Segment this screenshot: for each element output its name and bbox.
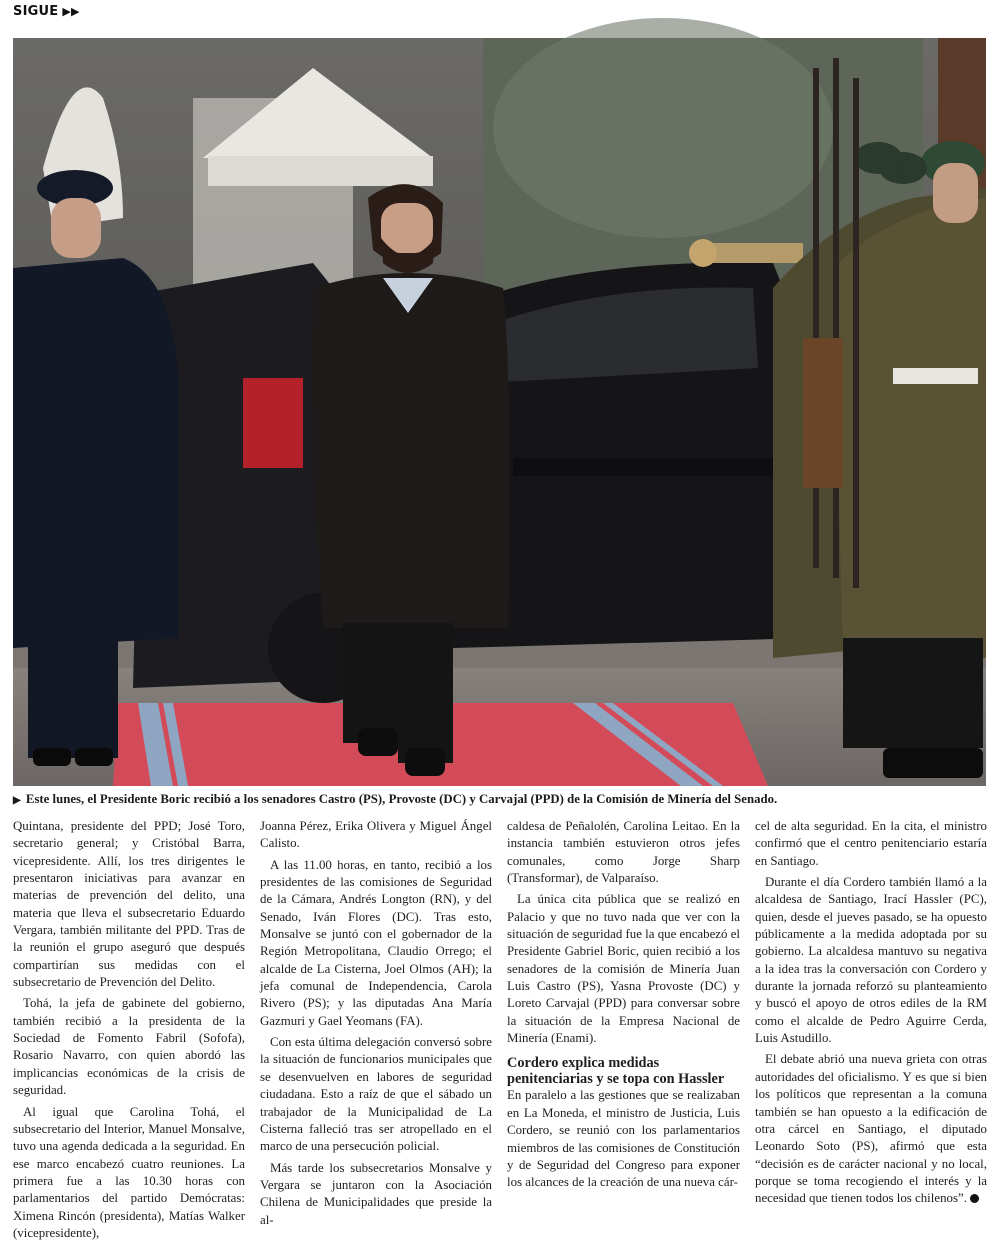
paragraph: Joanna Pérez, Erika Olivera y Miguel Ángel Calisto.	[260, 818, 492, 853]
article-column-1	[13, 818, 245, 1196]
paragraph: En paralelo a las gestiones que se realizaban en La Moneda, el ministro de Justicia, Luis Cordero, se reunió con los parlamentarios miembros de las comisiones de Constitución y de Seguridad del Congreso para exponer los alcances de la creación de una nueva cár-	[507, 1087, 740, 1191]
paragraph: Al igual que Carolina Tohá, el subsecretario del Interior, Manuel Monsalve, tuvo una agenda dedicada a la seguridad. En ese marco encabezó cuatro reuniones. La primera fue a las 10.30 horas con parlamentarios del partido Demócratas: Ximena Rincón (presidenta), Matías Walker (vicepresidente),	[13, 1104, 245, 1242]
caption-marker-icon: ▶	[13, 795, 21, 806]
section-subheading: Cordero explica medidas penitenciarias y se topa con Hassler	[507, 1055, 740, 1087]
paragraph: Más tarde los subsecretarios Monsalve y Vergara se juntaron con la Asociación Chilena de Municipalidades que preside la al-	[260, 1160, 492, 1229]
news-photo	[13, 38, 986, 786]
end-of-article-icon	[970, 1194, 979, 1203]
paragraph: cel de alta seguridad. En la cita, el ministro confirmó que el centro penitenciario estaría en Santiago.	[755, 818, 987, 870]
paragraph-text: El debate abrió una nueva grieta con otras autoridades del oficialismo. Y es que si bien los políticos que representan a la comuna también se han opuesto a la edificación de otra cárcel en Santiago, el diputado Leonardo Soto (PS), afirmó que esta “decisión es de carácter nacional y no local, porque se toma recogiendo el interés y la necesidad que tienen todos los chilenos”.	[755, 1052, 987, 1205]
caption-text: Este lunes, el Presidente Boric recibió a los senadores Castro (PS), Provoste (DC) y Carvajal (PPD) de la Comisión de Minería del Senado.	[26, 792, 777, 806]
paragraph: A las 11.00 horas, en tanto, recibió a los presidentes de las comisiones de Seguridad de la Cámara, Andrés Longton (RN), y del Senado, Iván Flores (DC). Tras esto, Monsalve se juntó con el gobernador de la Región Metropolitana, Claudio Orrego; el alcalde de La Cisterna, Joel Olmos (AH); la jefa comunal de Independencia, Carola Rivero (PS); y las diputadas Ana María Gazmuri y Gael Yeomans (FA).	[260, 857, 492, 1030]
paragraph: Con esta última delegación conversó sobre la situación de funcionarios municipales que se desenvuelven en labores de seguridad ciudadana. Esto a raíz de que el sábado un trabajador de la Municipalidad de La Cisterna falleció tras ser atropellado en el marco de una persecución policial.	[260, 1034, 492, 1155]
double-arrow-icon: ▶▶	[62, 5, 79, 18]
article-column-3	[507, 818, 740, 1196]
photo-icon	[13, 38, 986, 786]
paragraph: La única cita pública que se realizó en Palacio y que no tuvo nada que ver con la situación de seguridad fue la que encabezó el Presidente Gabriel Boric, quien recibió a los senadores de la comisión de Minería Juan Luis Castro (PS), Yasna Provoste (DC) y Loreto Carvajal (PPD) para conversar sobre la situación de la Empresa Nacional de Minería (Enami).	[507, 891, 740, 1047]
article-column-2	[260, 818, 492, 1196]
photo-caption	[13, 792, 988, 808]
kicker-label: SIGUE	[13, 4, 58, 19]
paragraph: Tohá, la jefa de gabinete del gobierno, también recibió a la presidenta de la Sociedad de Fomento Fabril (Sofofa), Rosario Navarro, con quien abordó las implicancias económicas de la crisis de seguridad.	[13, 995, 245, 1099]
paragraph: Durante el día Cordero también llamó a la alcaldesa de Santiago, Irací Hassler (PC), quien, desde el jueves pasado, se ha opuesto públicamente a la medida adoptada por su gobierno. La alcaldesa mantuvo su negativa a la idea tras la conversación con Cordero y durante la jornada reforzó su planteamiento y buscó el apoyo de otros ediles de la RM como el alcalde de Pedro Aguirre Cerda, Luis Astudillo.	[755, 874, 987, 1047]
article-column-4	[755, 818, 987, 1196]
paragraph-last	[755, 1051, 987, 1207]
section-kicker	[13, 4, 80, 19]
paragraph: Quintana, presidente del PPD; José Toro, secretario general; y Cristóbal Barra, vicepresidente. Allí, los tres dirigentes le presentaron iniciativas para avanzar en materias de prevención del delito, una materia que lleva el subsecretario Eduardo Vergara, también militante del PPD. Tras de la reunión el grupo aseguró que después compartirían sus medidas con el subsecretario de Prevención del Delito.	[13, 818, 245, 991]
paragraph: caldesa de Peñalolén, Carolina Leitao. En la instancia también estuvieron otros jefes comunales, como Jorge Sharp (Transformar), de Valparaíso.	[507, 818, 740, 887]
